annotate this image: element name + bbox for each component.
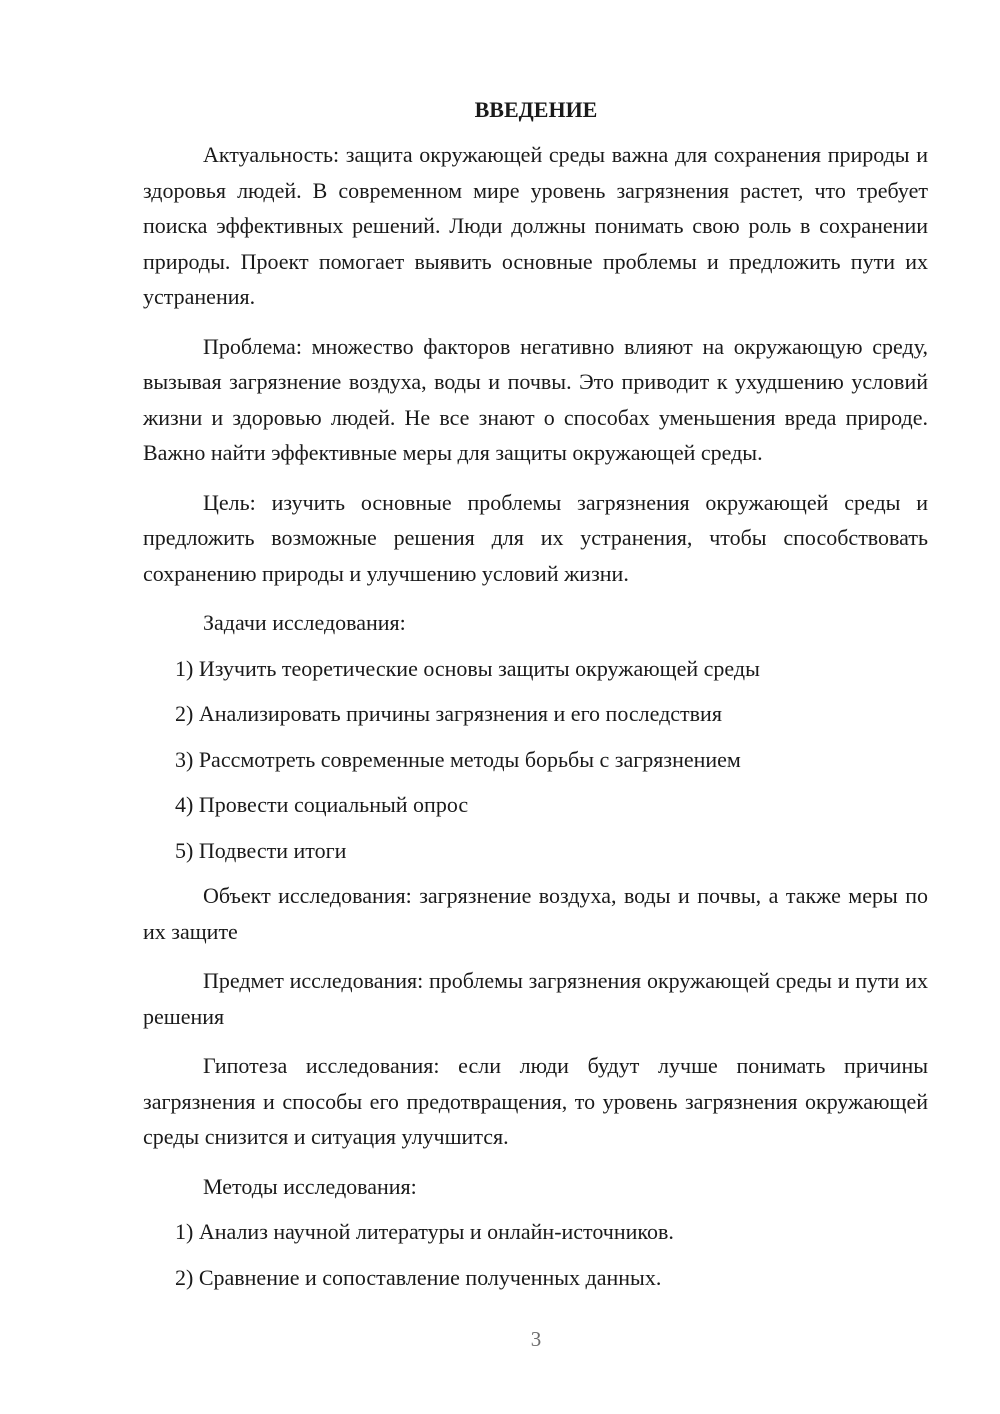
goal-paragraph: Цель: изучить основные проблемы загрязнения окружающей среды и предложить возможные решения для их устранения, чтобы способствовать сохранению природы и улучшению условий жизни. [143,489,928,586]
section-title: ВВЕДЕНИЕ [474,97,598,122]
relevance-paragraph: Актуальность: защита окружающей среды важна для сохранения природы и здоровья людей. В современном мире уровень загрязнения растет, что требует поиска эффективных решений. Люди должны понимать свою роль в сохранении природы. Проект помогает выявить основные проблемы и предложить пути их устранения. [143,142,928,309]
subject-paragraph: Предмет исследования: проблемы загрязнения окружающей среды и пути их решения [143,968,928,1029]
page-content [143,94,928,1305]
tasks-heading: Задачи исследования: [203,610,406,635]
hypothesis-paragraph: Гипотеза исследования: если люди будут лучше понимать причины загрязнения и способы его предотвращения, то уровень загрязнения окружающей среды снизится и ситуация улучшится. [143,1053,928,1149]
task-item-1: 1) Изучить теоретические основы защиты окружающей среды [175,655,760,681]
method-item-2: 2) Сравнение и сопоставление полученных данных. [175,1264,662,1290]
page-number: 3 [530,1327,542,1351]
task-item-5: 5) Подвести итоги [175,837,347,863]
problem-paragraph: Проблема: множество факторов негативно влияют на окружающую среду, вызывая загрязнение воздуха, воды и почвы. Это приводит к ухудшению условий жизни и здоровью людей. Не все знают о способах уменьшения вреда природе. Важно найти эффективные меры для защиты окружающей среды. [143,333,928,465]
methods-heading: Методы исследования: [203,1173,417,1199]
object-paragraph: Объект исследования: загрязнение воздуха, воды и почвы, а также меры по их защите [143,883,928,944]
task-item-2: 2) Анализировать причины загрязнения и его последствия [175,701,722,726]
method-item-1: 1) Анализ научной литературы и онлайн-источников. [175,1219,674,1244]
task-item-4: 4) Провести социальный опрос [175,792,469,817]
task-item-3: 3) Рассмотреть современные методы борьбы с загрязнением [175,746,741,772]
